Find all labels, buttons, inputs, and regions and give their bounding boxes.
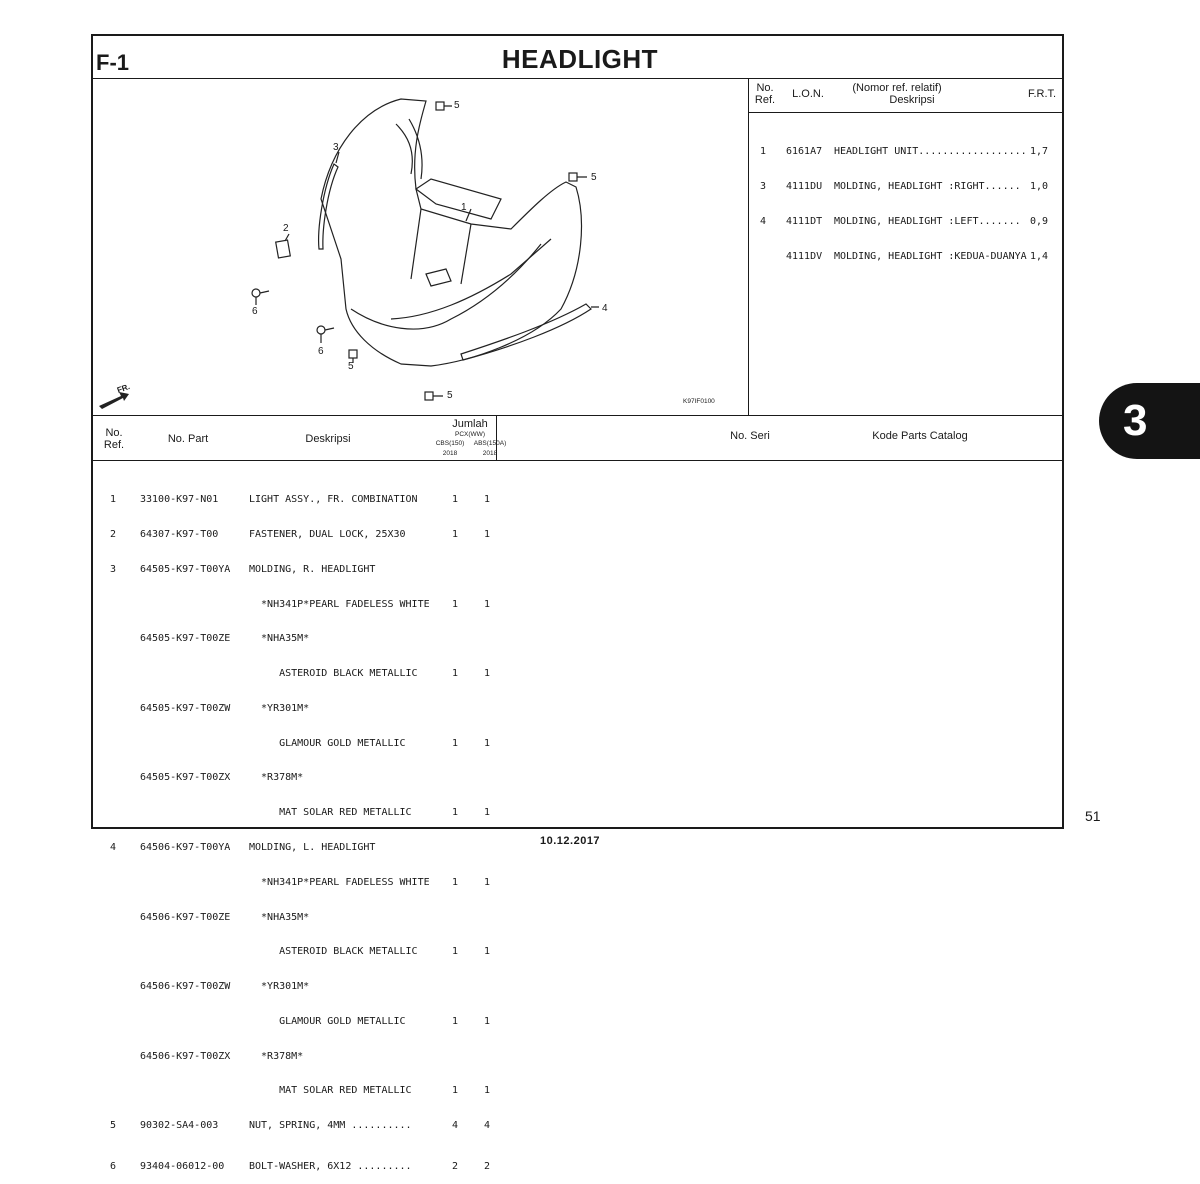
headlight-ribs <box>396 119 422 179</box>
molding-left <box>461 304 591 360</box>
ref-no-header: No. <box>756 82 774 94</box>
callout-5: 5 <box>348 361 354 372</box>
callout-1: 1 <box>461 202 467 213</box>
ref-row: 4111DV MOLDING, HEADLIGHT :KEDUA-DUANYA 1,4 <box>786 250 1049 262</box>
callout-6: 6 <box>252 306 258 317</box>
headlight-lens-curve <box>351 244 541 329</box>
table-row: MAT SOLAR RED METALLIC 1 1 <box>249 807 491 819</box>
callout-5: 5 <box>454 100 460 111</box>
headlight-exploded-diagram <box>91 79 747 415</box>
table-row: 5 90302-SA4-003 NUT, SPRING, 4MM .......... 4 4 <box>110 1120 491 1132</box>
bolt-washer-part <box>252 289 260 297</box>
parts-table-body <box>110 471 490 1184</box>
table-row: 64505-K97-T00ZW *YR301M* <box>140 702 310 714</box>
bolt-washer-part <box>317 326 325 334</box>
cbs-header: CBS(150) <box>435 440 465 447</box>
serial-header: No. Seri <box>730 430 770 442</box>
callout-4: 4 <box>602 303 608 314</box>
parts-header-divider <box>91 460 1064 461</box>
year-header: 2018 <box>482 450 498 457</box>
callout-2: 2 <box>283 223 289 234</box>
fastener-part <box>276 240 291 258</box>
parts-ref-header: Ref. <box>103 439 125 451</box>
nomor-header: (Nomor ref. relatif) <box>852 82 942 94</box>
diagram-bottom-divider <box>91 415 1064 416</box>
table-row: 64506-K97-T00ZW *YR301M* <box>140 981 310 993</box>
table-row: 4 64506-K97-T00YA MOLDING, L. HEADLIGHT <box>110 842 376 853</box>
table-row: 3 64505-K97-T00YA MOLDING, R. HEADLIGHT <box>110 563 376 575</box>
table-row: 64506-K97-T00ZE *NHA35M* <box>140 911 310 923</box>
table-row: 64505-K97-T00ZE *NHA35M* <box>140 633 310 645</box>
leader-lines <box>256 106 599 396</box>
figure-code: K97IF0100 <box>683 398 715 405</box>
model-header: PCX(WW) <box>455 431 485 438</box>
frt-header: F.R.T. <box>1027 88 1057 100</box>
bolt-washer-shaft <box>325 328 334 330</box>
table-row: *NH341P*PEARL FADELESS WHITE 1 1 <box>249 876 491 888</box>
abs-header: ABS(150A) <box>473 440 507 447</box>
description-header: Deskripsi <box>305 433 351 445</box>
publication-date: 10.12.2017 <box>540 835 601 847</box>
deskripsi-header: Deskripsi <box>889 94 935 106</box>
ref-ref-header: Ref. <box>754 94 776 106</box>
table-row: *NH341P*PEARL FADELESS WHITE 1 1 <box>249 598 491 610</box>
callout-3: 3 <box>333 142 339 153</box>
headlight-brace <box>411 209 471 284</box>
table-row: MAT SOLAR RED METALLIC 1 1 <box>249 1085 491 1097</box>
front-direction-arrow <box>99 392 129 409</box>
ref-row: 1 6161A7 HEADLIGHT UNIT.................. 1,7 <box>760 146 1049 158</box>
bolt-washer-shaft <box>260 291 269 293</box>
part-number-header: No. Part <box>167 433 209 445</box>
table-row: GLAMOUR GOLD METALLIC 1 1 <box>249 737 491 749</box>
table-row: 6 93404-06012-00 BOLT-WASHER, 6X12 ......... 2 2 <box>110 1161 491 1173</box>
table-row: 2 64307-K97-T00 FASTENER, DUAL LOCK, 25X30 1 1 <box>110 528 491 540</box>
headlight-inner-panel <box>416 179 501 219</box>
table-row: 1 33100-K97-N01 LIGHT ASSY., FR. COMBINATION 1 1 <box>110 494 491 506</box>
year-header: 2018 <box>442 450 458 457</box>
nut-part <box>436 102 444 110</box>
headlight-bulb-socket <box>426 269 451 286</box>
catalog-header: Kode Parts Catalog <box>872 430 968 442</box>
table-row: 64505-K97-T00ZX *R378M* <box>140 772 304 784</box>
callout-5: 5 <box>591 172 597 183</box>
callout-5: 5 <box>447 390 453 401</box>
nut-part <box>349 350 357 358</box>
ref-table-header-divider <box>748 112 1064 113</box>
molding-right <box>319 164 338 249</box>
section-tab: 3 <box>1099 383 1200 459</box>
diagram-divider <box>748 78 749 415</box>
page-title: HEADLIGHT <box>501 44 659 74</box>
parts-no-header: No. <box>105 427 123 439</box>
jumlah-header: Jumlah <box>452 418 488 430</box>
page-number: 51 <box>1085 808 1101 824</box>
table-row: ASTEROID BLACK METALLIC 1 1 <box>249 946 491 958</box>
front-label: FR. <box>115 382 132 395</box>
table-row: 64506-K97-T00ZX *R378M* <box>140 1050 304 1062</box>
table-row: GLAMOUR GOLD METALLIC 1 1 <box>249 1015 491 1027</box>
nut-part <box>569 173 577 181</box>
section-code: F-1 <box>96 50 129 75</box>
ref-row: 3 4111DU MOLDING, HEADLIGHT :RIGHT...... 1,0 <box>760 180 1049 192</box>
ref-row: 4 4111DT MOLDING, HEADLIGHT :LEFT....... 0,9 <box>760 215 1049 227</box>
callout-6: 6 <box>318 346 324 357</box>
headlight-housing <box>321 99 581 366</box>
nut-part <box>425 392 433 400</box>
lon-header: L.O.N. <box>792 88 824 100</box>
table-row: ASTEROID BLACK METALLIC 1 1 <box>249 668 491 680</box>
